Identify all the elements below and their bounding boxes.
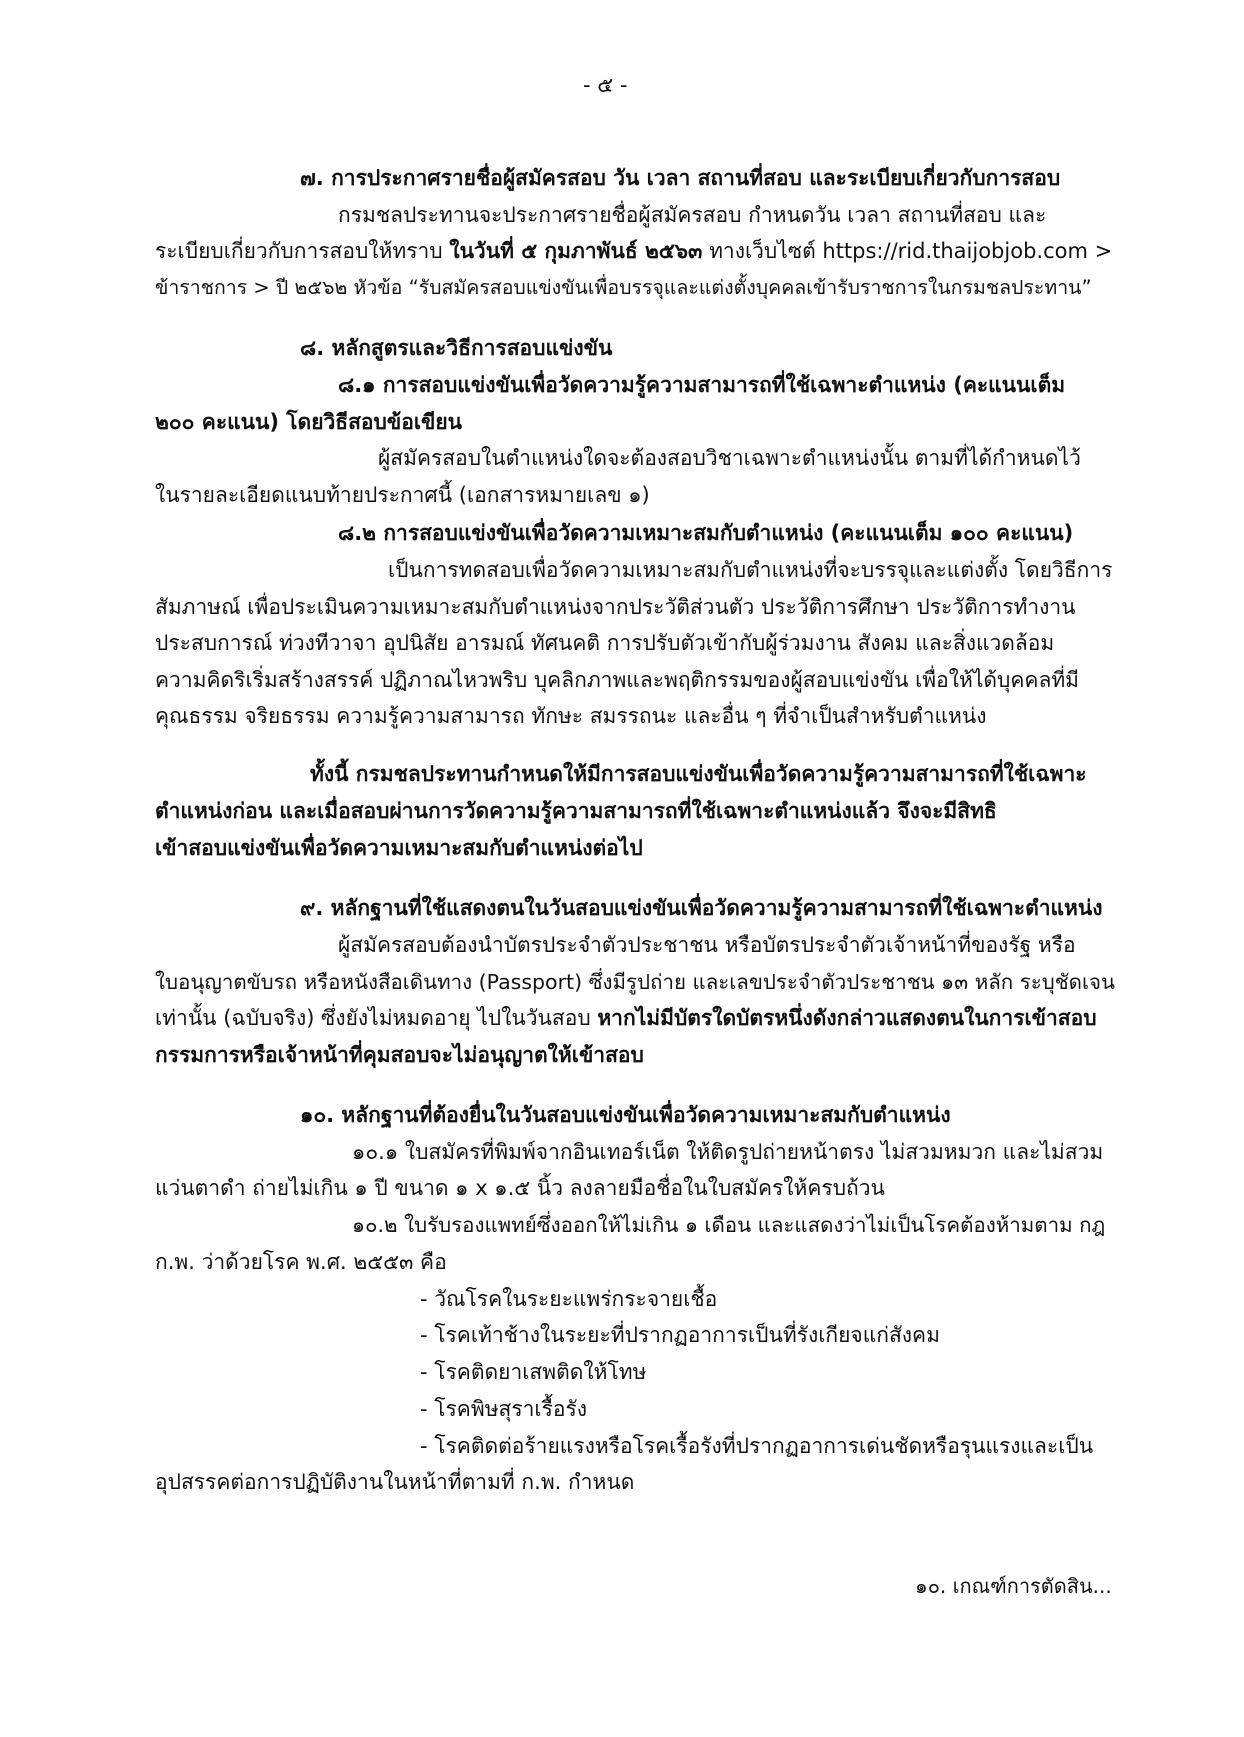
section-7-heading: ๗. การประกาศรายชื่อผู้สมัครสอบ วัน เวลา สถานที่สอบ และระเบียบเกี่ยวกับการสอบ [300, 166, 1061, 190]
list-item: - วัณโรคในระยะแพร่กระจายเชื้อ [420, 1287, 718, 1311]
section-8-2-body: ความคิดริเริ่มสร้างสรรค์ ปฏิภาณไหวพริบ บุคลิกภาพและพฤติกรรมของผู้สอบแข่งขัน เพื่อให้ได้บุคคลที่มี [155, 668, 1080, 692]
list-item: - โรคติดยาเสพติดให้โทษ [420, 1360, 647, 1384]
section-9-heading: ๙. หลักฐานที่ใช้แสดงตนในวันสอบแข่งขันเพื่อวัดความรู้ความสามารถที่ใช้เฉพาะตำแหน่ง [300, 896, 1103, 920]
note-paragraph: ทั้งนี้ กรมชลประทานกำหนดให้มีการสอบแข่งขันเพื่อวัดความรู้ความสามารถที่ใช้เฉพาะ [310, 762, 1087, 786]
page-number: - ๕ - [583, 73, 628, 97]
section-8-1-body: ผู้สมัครสอบในตำแหน่งใดจะต้องสอบวิชาเฉพาะตำแหน่งนั้น ตามที่ได้กำหนดไว้ [378, 446, 1081, 470]
section-8-2-heading: ๘.๒ การสอบแข่งขันเพื่อวัดความเหมาะสมกับตำแหน่ง (คะแนนเต็ม ๑๐๐ คะแนน) [338, 521, 1074, 545]
section-9-line: ผู้สมัครสอบต้องนำบัตรประจำตัวประชาชน หรือบัตรประจำตัวเจ้าหน้าที่ของรัฐ หรือ [338, 933, 1076, 957]
section-10-1-body: แว่นตาดำ ถ่ายไม่เกิน ๑ ปี ขนาด ๑ x ๑.๕ นิ้ว ลงลายมือชื่อในใบสมัครให้ครบถ้วน [155, 1176, 885, 1200]
section-10-2-body: ก.พ. ว่าด้วยโรค พ.ศ. ๒๕๕๓ คือ [155, 1250, 447, 1274]
section-9-line: เท่านั้น (ฉบับจริง) ซึ่งยังไม่หมดอายุ ไปในวันสอบ หากไม่มีบัตรใดบัตรหนึ่งดังกล่าวแสดงตนในการเข้าสอบ [155, 1006, 1097, 1030]
list-item: - โรคเท้าช้างในระยะที่ปรากฏอาการเป็นที่รังเกียจแก่สังคม [420, 1323, 940, 1347]
section-7-line: กรมชลประทานจะประกาศรายชื่อผู้สมัครสอบ กำหนดวัน เวลา สถานที่สอบ และ [338, 203, 1047, 227]
section-8-1-body: ในรายละเอียดแนบท้ายประกาศนี้ (เอกสารหมายเลข ๑) [155, 483, 650, 507]
section-10-2-body: ๑๐.๒ ใบรับรองแพทย์ซึ่งออกให้ไม่เกิน ๑ เดือน และแสดงว่าไม่เป็นโรคต้องห้ามตาม กฎ [352, 1213, 1106, 1237]
section-7-line: ระเบียบเกี่ยวกับการสอบให้ทราบ ในวันที่ ๕ กุมภาพันธ์ ๒๕๖๓ ทางเว็บไซต์ https://rid.thaijobjob.com > [155, 239, 1113, 263]
section-8-heading: ๘. หลักสูตรและวิธีการสอบแข่งขัน [300, 336, 613, 360]
list-item: - โรคติดต่อร้ายแรงหรือโรคเรื้อรังที่ปรากฏอาการเด่นชัดหรือรุนแรงและเป็น [420, 1434, 1094, 1458]
list-item: - โรคพิษสุราเรื้อรัง [420, 1397, 588, 1421]
section-10-heading: ๑๐. หลักฐานที่ต้องยื่นในวันสอบแข่งขันเพื่อวัดความเหมาะสมกับตำแหน่ง [300, 1103, 951, 1127]
section-8-2-body: เป็นการทดสอบเพื่อวัดความเหมาะสมกับตำแหน่งที่จะบรรจุและแต่งตั้ง โดยวิธีการ [388, 558, 1113, 582]
next-page-cue: ๑๐. เกณฑ์การตัดสิน... [915, 1574, 1112, 1598]
warning-text: กรรมการหรือเจ้าหน้าที่คุมสอบจะไม่อนุญาตให้เข้าสอบ [155, 1043, 644, 1067]
section-8-1-heading: ๘.๑ การสอบแข่งขันเพื่อวัดความรู้ความสามารถที่ใช้เฉพาะตำแหน่ง (คะแนนเต็ม [338, 373, 1066, 397]
list-item-continuation: อุปสรรคต่อการปฏิบัติงานในหน้าที่ตามที่ ก.พ. กำหนด [155, 1470, 635, 1494]
section-8-2-body: สัมภาษณ์ เพื่อประเมินความเหมาะสมกับตำแหน่งจากประวัติส่วนตัว ประวัติการศึกษา ประวัติการทำงาน [155, 595, 1076, 619]
section-8-1-heading: ๒๐๐ คะแนน) โดยวิธีสอบข้อเขียน [155, 410, 463, 434]
announcement-date: ในวันที่ ๕ กุมภาพันธ์ ๒๕๖๓ [449, 239, 703, 263]
section-8-2-body: คุณธรรม จริยธรรม ความรู้ความสามารถ ทักษะ สมรรถนะ และอื่น ๆ ที่จำเป็นสำหรับตำแหน่ง [155, 704, 987, 728]
warning-text: หากไม่มีบัตรใดบัตรหนึ่งดังกล่าวแสดงตนในการเข้าสอบ [597, 1006, 1097, 1030]
section-7-line: ข้าราชการ > ปี ๒๕๖๒ หัวข้อ “รับสมัครสอบแข่งขันเพื่อบรรจุและแต่งตั้งบุคคลเข้ารับราชการในกรมชลประทาน” [155, 276, 1092, 299]
section-9-line: ใบอนุญาตขับรถ หรือหนังสือเดินทาง (Passport) ซึ่งมีรูปถ่าย และเลขประจำตัวประชาชน ๑๓ หลัก ระบุชัดเจน [155, 970, 1115, 994]
section-10-1-body: ๑๐.๑ ใบสมัครที่พิมพ์จากอินเทอร์เน็ต ให้ติดรูปถ่ายหน้าตรง ไม่สวมหมวก และไม่สวม [352, 1140, 1104, 1164]
note-paragraph: เข้าสอบแข่งขันเพื่อวัดความเหมาะสมกับตำแหน่งต่อไป [155, 836, 643, 860]
section-8-2-body: ประสบการณ์ ท่วงทีวาจา อุปนิสัย อารมณ์ ทัศนคติ การปรับตัวเข้ากับผู้ร่วมงาน สังคม และสิ่งแวดล้อม [155, 631, 1055, 655]
note-paragraph: ตำแหน่งก่อน และเมื่อสอบผ่านการวัดความรู้ความสามารถที่ใช้เฉพาะตำแหน่งแล้ว จึงจะมีสิทธิ [155, 799, 997, 823]
